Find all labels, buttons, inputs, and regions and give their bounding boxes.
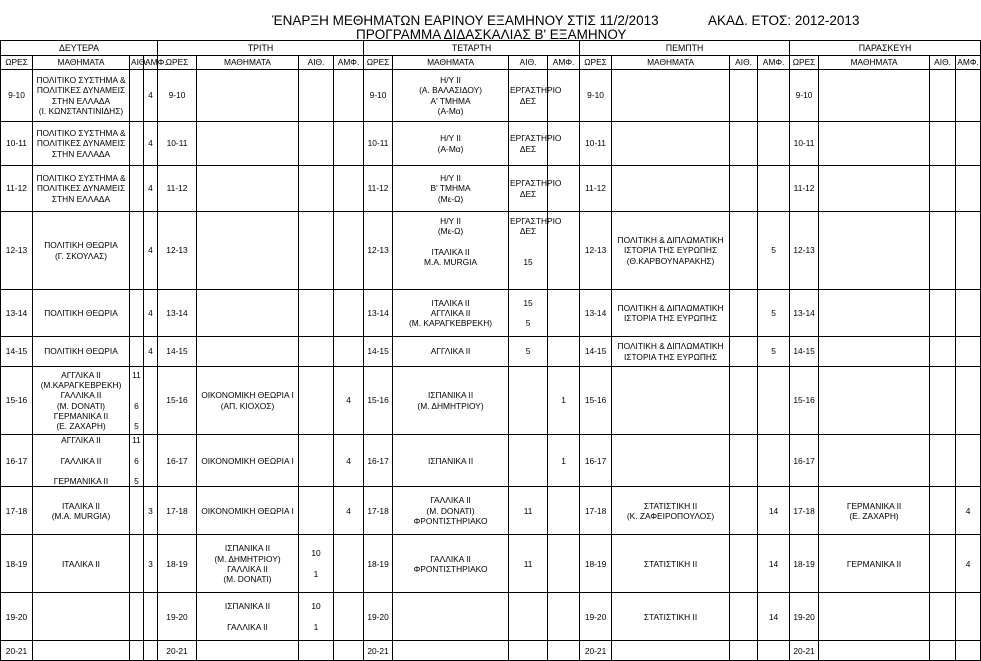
course-cell [819, 337, 930, 367]
course-cell [819, 641, 930, 661]
course-cell: ΓΑΛΛΙΚΑ ΙΙ (Μ. DONATI) ΦΡΟΝΤΙΣΤΗΡΙΑΚΟ [393, 487, 509, 535]
amph-cell [548, 593, 580, 641]
room-cell [509, 435, 548, 487]
room-cell [930, 290, 956, 337]
hour-cell: 16-17 [790, 435, 819, 487]
room-cell [130, 290, 144, 337]
amph-cell [758, 166, 790, 212]
room-cell [130, 337, 144, 367]
amph-cell: 4 [956, 487, 981, 535]
course-cell: ΠΟΛΙΤΙΚΟ ΣΥΣΤΗΜΑ & ΠΟΛΙΤΙΚΕΣ ΔΥΝΑΜΕΙΣ ΣΤΗΝ ΕΛΛΑΔΑ [33, 166, 130, 212]
course-cell: ΙΣΠΑΝΙΚΑ ΙΙ (Μ. ΔΗΜΗΤΡΙΟΥ) ΓΑΛΛΙΚΑ ΙΙ (Μ. DONATI) [197, 535, 299, 593]
amph-cell [956, 212, 981, 290]
amph-cell [334, 212, 364, 290]
course-cell: ΠΟΛΙΤΙΚΟ ΣΥΣΤΗΜΑ & ΠΟΛΙΤΙΚΕΣ ΔΥΝΑΜΕΙΣ ΣΤΗΝ ΕΛΛΑΔΑ (Ι. ΚΩΝΣΤΑΝΤΙΝΙΔΗΣ) [33, 70, 130, 122]
col-room: ΑΙΘ. [930, 56, 956, 70]
amph-cell: 4 [144, 290, 158, 337]
amph-cell: 4 [334, 487, 364, 535]
amph-cell [334, 593, 364, 641]
hour-cell: 19-20 [790, 593, 819, 641]
day-friday: ΠΑΡΑΣΚΕΥΗ [790, 41, 981, 56]
room-cell [730, 166, 758, 212]
course-cell: ΣΤΑΤΙΣΤΙΚΗ ΙΙ (Κ. ΖΑΦΕΙΡΟΠΟΥΛΟΣ) [612, 487, 730, 535]
amph-cell [334, 166, 364, 212]
hour-cell: 14-15 [1, 337, 33, 367]
amph-cell: 5 [758, 212, 790, 290]
hour-cell: 18-19 [158, 535, 197, 593]
course-cell [819, 367, 930, 435]
row-15-16 [1, 367, 981, 435]
course-cell [819, 122, 930, 166]
room-cell: ΕΡΓΑΣΤΗΡΙΟ ΔΕΣ [509, 70, 548, 122]
course-cell: ΓΕΡΜΑΝΙΚΑ ΙΙ (Ε. ΖΑΧΑΡΗ) [819, 487, 930, 535]
row-18-19 [1, 535, 981, 593]
day-monday: ΔΕΥΤΕΡΑ [1, 41, 158, 56]
hour-cell: 13-14 [580, 290, 612, 337]
room-cell [930, 212, 956, 290]
course-cell: ΠΟΛΙΤΙΚΗ & ΔΙΠΛΩΜΑΤΙΚΗ ΙΣΤΟΡΙΑ ΤΗΣ ΕΥΡΩΠΗΣ [612, 337, 730, 367]
course-cell [393, 641, 509, 661]
course-cell [197, 290, 299, 337]
hour-cell: 14-15 [364, 337, 393, 367]
room-cell: 15 5 [509, 290, 548, 337]
amph-cell [334, 535, 364, 593]
room-cell [730, 435, 758, 487]
amph-cell [548, 337, 580, 367]
amph-cell: 3 [144, 487, 158, 535]
hour-cell: 12-13 [580, 212, 612, 290]
row-19-20 [1, 593, 981, 641]
room-cell [930, 70, 956, 122]
amph-cell [956, 290, 981, 337]
room-cell [930, 367, 956, 435]
col-course: ΜΑΘΗΜΑΤΑ [33, 56, 130, 70]
hour-cell: 11-12 [158, 166, 197, 212]
col-course: ΜΑΘΗΜΑΤΑ [393, 56, 509, 70]
hour-cell: 11-12 [1, 166, 33, 212]
course-cell [33, 641, 130, 661]
room-cell [930, 435, 956, 487]
hour-cell: 17-18 [364, 487, 393, 535]
room-cell: 11 6 5 [130, 367, 144, 435]
title-left: ΈΝΑΡΞΗ ΜΕΘΗΜΑΤΩΝ ΕΑΡΙΝΟΥ ΕΞΑΜΗΝΟΥ ΣΤΙΣ 11/2/2013 [272, 13, 659, 28]
hour-cell: 13-14 [364, 290, 393, 337]
room-cell [930, 641, 956, 661]
course-cell [612, 367, 730, 435]
hour-cell: 17-18 [790, 487, 819, 535]
row-13-14 [1, 290, 981, 337]
col-room: ΑΙΘ. [299, 56, 334, 70]
hour-cell: 14-15 [158, 337, 197, 367]
amph-cell: 3 [144, 535, 158, 593]
course-cell: ΠΟΛΙΤΙΚΗ ΘΕΩΡΙΑ (Γ. ΣΚΟΥΛΑΣ) [33, 212, 130, 290]
col-room: ΑΙΘ. [509, 56, 548, 70]
room-cell [130, 122, 144, 166]
amph-cell [334, 122, 364, 166]
room-cell [730, 337, 758, 367]
room-cell [730, 593, 758, 641]
room-cell: ΕΡΓΑΣΤΗΡΙΟ ΔΕΣ [509, 122, 548, 166]
amph-cell [956, 166, 981, 212]
course-cell: ΙΤΑΛΙΚΑ ΙΙ [33, 535, 130, 593]
room-cell [930, 535, 956, 593]
amph-cell: 14 [758, 487, 790, 535]
room-cell [730, 487, 758, 535]
room-cell [130, 166, 144, 212]
amph-cell: 4 [144, 166, 158, 212]
day-thursday: ΠΕΜΠΤΗ [580, 41, 790, 56]
room-cell [299, 290, 334, 337]
room-cell [130, 212, 144, 290]
course-cell [197, 337, 299, 367]
room-cell: ΕΡΓΑΣΤΗΡΙΟ ΔΕΣ [509, 166, 548, 212]
col-hours: ΩΡΕΣ [364, 56, 393, 70]
course-cell: ΟΙΚΟΝΟΜΙΚΗ ΘΕΩΡΙΑ Ι [197, 487, 299, 535]
room-cell [730, 290, 758, 337]
amph-cell [334, 70, 364, 122]
room-cell [130, 535, 144, 593]
hour-cell: 11-12 [580, 166, 612, 212]
course-cell: ΠΟΛΙΤΙΚΗ ΘΕΩΡΙΑ [33, 290, 130, 337]
hour-cell: 10-11 [158, 122, 197, 166]
course-cell [612, 70, 730, 122]
amph-cell [334, 290, 364, 337]
amph-cell [144, 641, 158, 661]
amph-cell [334, 337, 364, 367]
room-cell [509, 641, 548, 661]
hour-cell: 19-20 [1, 593, 33, 641]
course-cell: ΙΤΑΛΙΚΑ ΙΙ ΑΓΓΛΙΚΑ ΙΙ (Μ. ΚΑΡΑΓΚΕΒΡΕΚΗ) [393, 290, 509, 337]
room-cell [130, 641, 144, 661]
amph-cell [548, 166, 580, 212]
room-cell [930, 593, 956, 641]
room-cell: 5 [509, 337, 548, 367]
course-cell [612, 435, 730, 487]
day-wednesday: ΤΕΤΑΡΤΗ [364, 41, 580, 56]
course-cell: ΠΟΛΙΤΙΚΗ & ΔΙΠΛΩΜΑΤΙΚΗ ΙΣΤΟΡΙΑ ΤΗΣ ΕΥΡΩΠΗΣ [612, 290, 730, 337]
course-cell [612, 122, 730, 166]
amph-cell: 1 [548, 367, 580, 435]
room-cell [930, 487, 956, 535]
course-cell: ΓΑΛΛΙΚΑ ΙΙ ΦΡΟΝΤΙΣΤΗΡΙΑΚΟ [393, 535, 509, 593]
hour-cell: 18-19 [580, 535, 612, 593]
hour-cell: 9-10 [158, 70, 197, 122]
amph-cell [548, 487, 580, 535]
amph-cell [548, 122, 580, 166]
hour-cell: 9-10 [1, 70, 33, 122]
course-cell [612, 641, 730, 661]
hour-cell: 18-19 [364, 535, 393, 593]
amph-cell [144, 435, 158, 487]
col-room: ΑΙΘ. [130, 56, 144, 70]
hour-cell: 15-16 [158, 367, 197, 435]
course-cell: ΣΤΑΤΙΣΤΙΚΗ ΙΙ [612, 593, 730, 641]
hour-cell: 19-20 [158, 593, 197, 641]
amph-cell [334, 641, 364, 661]
amph-cell [548, 641, 580, 661]
room-cell: 10 1 [299, 535, 334, 593]
hour-cell: 13-14 [158, 290, 197, 337]
hour-cell: 12-13 [1, 212, 33, 290]
course-cell: Η/Υ ΙΙ (Α-Μα) [393, 122, 509, 166]
room-cell [299, 166, 334, 212]
hour-cell: 17-18 [158, 487, 197, 535]
course-cell: ΠΟΛΙΤΙΚΗ & ΔΙΠΛΩΜΑΤΙΚΗ ΙΣΤΟΡΙΑ ΤΗΣ ΕΥΡΩΠΗΣ (Θ.ΚΑΡΒΟΥΝΑΡΑΚΗΣ) [612, 212, 730, 290]
hour-cell: 14-15 [790, 337, 819, 367]
hour-cell: 15-16 [790, 367, 819, 435]
amph-cell [956, 70, 981, 122]
amph-cell: 1 [548, 435, 580, 487]
hour-cell: 16-17 [158, 435, 197, 487]
room-cell [299, 487, 334, 535]
col-hours: ΩΡΕΣ [790, 56, 819, 70]
amph-cell [956, 435, 981, 487]
amph-cell: 4 [334, 367, 364, 435]
hour-cell: 20-21 [1, 641, 33, 661]
subtitle: ΠΡΟΓΡΑΜΜΑ ΔΙΔΑΣΚΑΛΙΑΣ Β' ΕΞΑΜΗΝΟΥ [356, 27, 627, 42]
course-cell: ΟΙΚΟΝΟΜΙΚΗ ΘΕΩΡΙΑ Ι [197, 435, 299, 487]
amph-cell: 4 [144, 212, 158, 290]
hour-cell: 19-20 [364, 593, 393, 641]
column-header-row [1, 56, 981, 70]
room-cell [509, 593, 548, 641]
hour-cell: 16-17 [364, 435, 393, 487]
col-course: ΜΑΘΗΜΑΤΑ [819, 56, 930, 70]
hour-cell: 10-11 [364, 122, 393, 166]
course-cell: ΙΣΠΑΝΙΚΑ ΙΙ (Μ. ΔΗΜΗΤΡΙΟΥ) [393, 367, 509, 435]
room-cell [730, 70, 758, 122]
room-cell: 10 1 [299, 593, 334, 641]
course-cell [197, 70, 299, 122]
day-tuesday: ΤΡΙΤΗ [158, 41, 364, 56]
course-cell: Η/Υ ΙΙ (Με-Ω) ΙΤΑΛΙΚΑ ΙΙ Μ.Α. MURGIA [393, 212, 509, 290]
room-cell: 11 6 5 [130, 435, 144, 487]
col-amph: ΑΜΦ. [334, 56, 364, 70]
amph-cell [758, 70, 790, 122]
hour-cell: 17-18 [580, 487, 612, 535]
hour-cell: 13-14 [1, 290, 33, 337]
hour-cell: 9-10 [790, 70, 819, 122]
row-9-10 [1, 70, 981, 122]
amph-cell [956, 337, 981, 367]
amph-cell: 14 [758, 593, 790, 641]
room-cell [299, 122, 334, 166]
row-16-17 [1, 435, 981, 487]
room-cell [130, 593, 144, 641]
amph-cell [956, 122, 981, 166]
course-cell: ΙΤΑΛΙΚΑ ΙΙ (Μ.Α. MURGIA) [33, 487, 130, 535]
hour-cell: 13-14 [790, 290, 819, 337]
timetable [0, 40, 981, 661]
room-cell [730, 212, 758, 290]
room-cell [730, 122, 758, 166]
col-hours: ΩΡΕΣ [580, 56, 612, 70]
hour-cell: 14-15 [580, 337, 612, 367]
room-cell [299, 337, 334, 367]
amph-cell [956, 367, 981, 435]
course-cell: ΠΟΛΙΤΙΚΗ ΘΕΩΡΙΑ [33, 337, 130, 367]
hour-cell: 20-21 [158, 641, 197, 661]
course-cell [197, 122, 299, 166]
room-cell: 11 [509, 535, 548, 593]
course-cell: Η/Υ ΙΙ Β' ΤΜΗΜΑ (Με-Ω) [393, 166, 509, 212]
days-row [1, 41, 981, 56]
row-14-15 [1, 337, 981, 367]
amph-cell: 4 [144, 70, 158, 122]
amph-cell [548, 290, 580, 337]
hour-cell: 12-13 [364, 212, 393, 290]
hour-cell: 12-13 [158, 212, 197, 290]
col-hours: ΩΡΕΣ [158, 56, 197, 70]
col-course: ΜΑΘΗΜΑΤΑ [612, 56, 730, 70]
hour-cell: 16-17 [1, 435, 33, 487]
amph-cell [548, 70, 580, 122]
course-cell: ΓΕΡΜΑΝΙΚΑ ΙΙ [819, 535, 930, 593]
amph-cell: 4 [144, 337, 158, 367]
room-cell [730, 535, 758, 593]
course-cell [33, 593, 130, 641]
course-cell: ΣΤΑΤΙΣΤΙΚΗ ΙΙ [612, 535, 730, 593]
room-cell [299, 70, 334, 122]
amph-cell: 5 [758, 337, 790, 367]
amph-cell: 4 [956, 535, 981, 593]
hour-cell: 10-11 [580, 122, 612, 166]
col-amph: ΑΜΦ. [144, 56, 158, 70]
col-amph: ΑΜΦ. [956, 56, 981, 70]
row-20-21 [1, 641, 981, 661]
course-cell [819, 166, 930, 212]
hour-cell: 20-21 [580, 641, 612, 661]
course-cell [819, 435, 930, 487]
hour-cell: 19-20 [580, 593, 612, 641]
course-cell [197, 166, 299, 212]
hour-cell: 18-19 [1, 535, 33, 593]
room-cell [730, 367, 758, 435]
row-12-13 [1, 212, 981, 290]
room-cell: ΕΡΓΑΣΤΗΡΙΟ ΔΕΣ 15 [509, 212, 548, 290]
room-cell [299, 435, 334, 487]
hour-cell: 11-12 [790, 166, 819, 212]
course-cell: Η/Υ ΙΙ (Α. ΒΑΛΑΣΙΔΟΥ) Α' ΤΜΗΜΑ (Α-Μα) [393, 70, 509, 122]
amph-cell: 4 [334, 435, 364, 487]
amph-cell [758, 435, 790, 487]
hour-cell: 20-21 [364, 641, 393, 661]
course-cell: ΑΓΓΛΙΚΑ ΙΙ (Μ.ΚΑΡΑΓΚΕΒΡΕΚΗ) ΓΑΛΛΙΚΑ ΙΙ (Μ. DONATI) ΓΕΡΜΑΝΙΚΑ ΙΙ (Ε. ΖΑΧΑΡΗ) [33, 367, 130, 435]
course-cell: ΠΟΛΙΤΙΚΟ ΣΥΣΤΗΜΑ & ΠΟΛΙΤΙΚΕΣ ΔΥΝΑΜΕΙΣ ΣΤΗΝ ΕΛΛΑΔΑ [33, 122, 130, 166]
hour-cell: 9-10 [580, 70, 612, 122]
amph-cell: 14 [758, 535, 790, 593]
col-amph: ΑΜΦ. [548, 56, 580, 70]
hour-cell: 17-18 [1, 487, 33, 535]
room-cell [930, 166, 956, 212]
room-cell [299, 212, 334, 290]
amph-cell: 5 [758, 290, 790, 337]
course-cell [393, 593, 509, 641]
amph-cell [956, 593, 981, 641]
room-cell [930, 337, 956, 367]
course-cell [197, 641, 299, 661]
hour-cell: 12-13 [790, 212, 819, 290]
title-right: ΑΚΑΔ. ΕΤΟΣ: 2012-2013 [708, 13, 860, 28]
course-cell [819, 290, 930, 337]
hour-cell: 15-16 [364, 367, 393, 435]
course-cell [819, 593, 930, 641]
hour-cell: 18-19 [790, 535, 819, 593]
amph-cell [758, 367, 790, 435]
room-cell [730, 641, 758, 661]
col-amph: ΑΜΦ. [758, 56, 790, 70]
col-hours: ΩΡΕΣ [1, 56, 33, 70]
room-cell [299, 641, 334, 661]
hour-cell: 15-16 [1, 367, 33, 435]
course-cell: ΙΣΠΑΝΙΚΑ ΙΙ ΓΑΛΛΙΚΑ ΙΙ [197, 593, 299, 641]
hour-cell: 16-17 [580, 435, 612, 487]
amph-cell: 4 [144, 122, 158, 166]
course-cell: ΙΣΠΑΝΙΚΑ ΙΙ [393, 435, 509, 487]
row-11-12 [1, 166, 981, 212]
header [0, 0, 960, 40]
course-cell: ΟΙΚΟΝΟΜΙΚΗ ΘΕΩΡΙΑ Ι (ΑΠ. ΚΙΟΧΟΣ) [197, 367, 299, 435]
amph-cell [144, 367, 158, 435]
room-cell [130, 487, 144, 535]
hour-cell: 20-21 [790, 641, 819, 661]
room-cell [930, 122, 956, 166]
room-cell [299, 367, 334, 435]
room-cell [509, 367, 548, 435]
amph-cell [548, 535, 580, 593]
amph-cell [956, 641, 981, 661]
amph-cell [758, 122, 790, 166]
course-cell: ΑΓΓΛΙΚΑ ΙΙ [393, 337, 509, 367]
room-cell: 11 [509, 487, 548, 535]
course-cell [819, 212, 930, 290]
course-cell [819, 70, 930, 122]
row-10-11 [1, 122, 981, 166]
amph-cell [758, 641, 790, 661]
hour-cell: 15-16 [580, 367, 612, 435]
room-cell [130, 70, 144, 122]
col-room: ΑΙΘ. [730, 56, 758, 70]
course-cell [612, 166, 730, 212]
course-cell: ΑΓΓΛΙΚΑ ΙΙ ΓΑΛΛΙΚΑ ΙΙ ΓΕΡΜΑΝΙΚΑ ΙΙ [33, 435, 130, 487]
hour-cell: 9-10 [364, 70, 393, 122]
amph-cell [144, 593, 158, 641]
course-cell [197, 212, 299, 290]
hour-cell: 10-11 [1, 122, 33, 166]
hour-cell: 11-12 [364, 166, 393, 212]
row-17-18 [1, 487, 981, 535]
hour-cell: 10-11 [790, 122, 819, 166]
col-course: ΜΑΘΗΜΑΤΑ [197, 56, 299, 70]
